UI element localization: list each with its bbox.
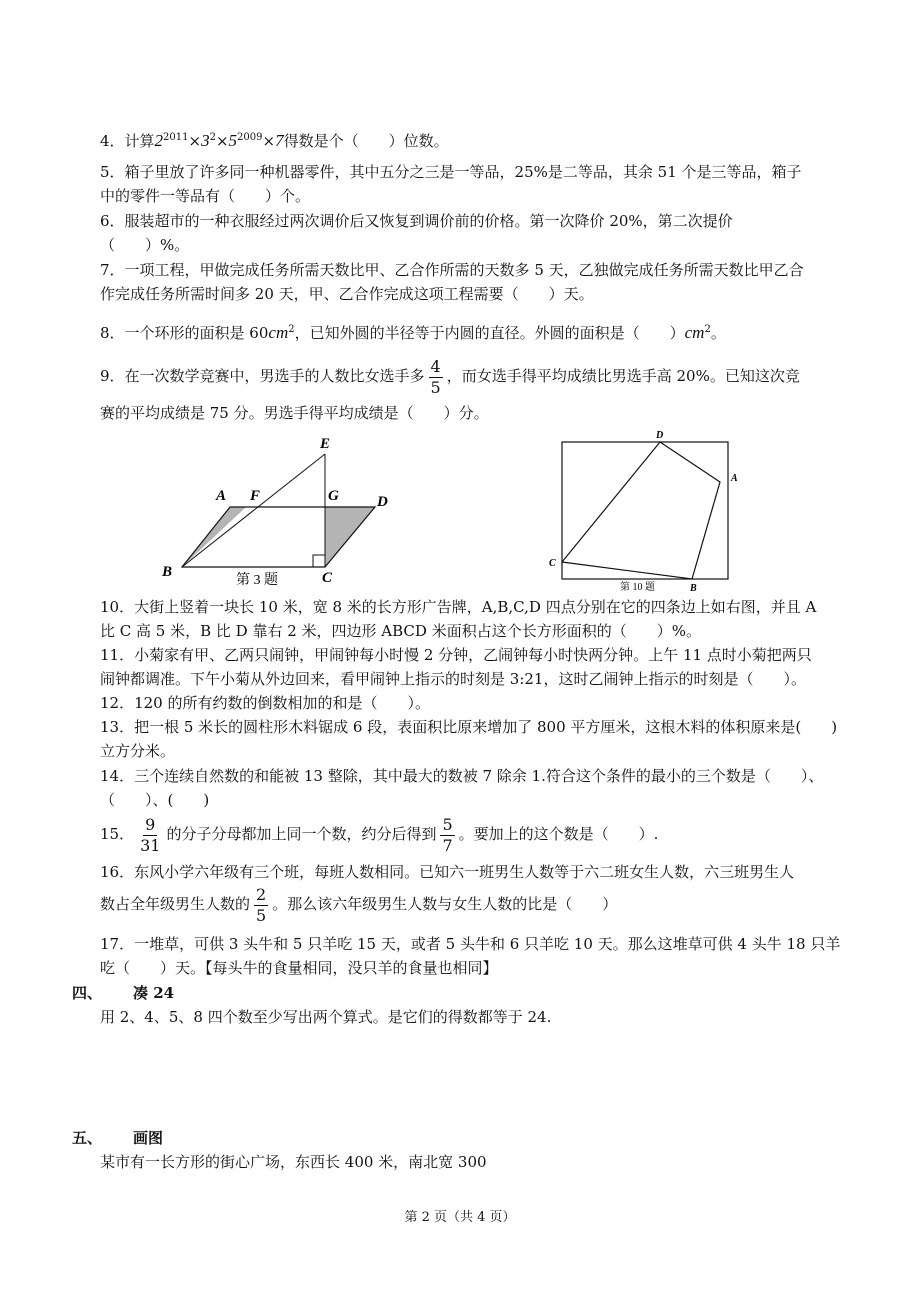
question-15: 15． $\frac{9}{31}$ 的分子分母都加上同一个数，约分后得到 $\frac{5}{7}$ 。要加上的这个数是（ ）. [100,814,659,855]
label-a: A [731,473,738,484]
question-6-line-1: 6．服装超市的一种衣服经过两次调价后又恢复到调价前的价格。第一次降价 20%，第二次提价 [100,212,733,230]
label-d: D [377,494,388,510]
question-16-line-2: 数占全年级男生人数的 $\frac{2}{5}$ 。那么该六年级男生人数与女生人数的比是（ ） [100,884,618,925]
question-10-line-1: 10．大街上竖着一块长 10 米，宽 8 米的长方形广告牌，A,B,C,D 四点分别在它的四条边上如右图，并且 A [100,598,817,616]
question-17-line-2: 吃（ ）天。【每头牛的食量相同，没只羊的食量也相同】 [100,959,498,977]
question-12: 12．120 的所有约数的倒数相加的和是（ ）。 [100,694,430,712]
figure-3-caption: 第 3 题 [236,573,278,588]
question-9-line-2: 赛的平均成绩是 75 分。男选手得平均成绩是（ ）分。 [100,404,489,422]
question-4: 4．计算$2^{2011}\times 3^2\times 5^{2009}\times 7$得数是个（ ）位数。 [100,131,449,150]
label-c: C [322,570,333,586]
section-5-title: 画图 [133,1129,164,1147]
question-5-line-1: 5．箱子里放了许多同一种机器零件，其中五分之三是一等品，25%是二等品，其余 51 个是三等品，箱子 [100,163,802,181]
figure-3-parallelogram [150,432,400,592]
section-4-body: 用 2、4、5、8 四个数至少写出两个算式。是它们的得数都等于 24. [100,1008,552,1026]
page-footer: 第 2 页（共 4 页） [404,1210,516,1225]
question-11-line-1: 11．小菊家有甲、乙两只闹钟，甲闹钟每小时慢 2 分钟，乙闹钟每小时快两分钟。上午 11 点时小菊把两只 [100,646,812,664]
question-13-line-2: 立方分米。 [100,742,176,760]
fraction-nine-thirty-firsts: $\frac{9}{31}$ [140,814,161,855]
label-b: B [162,564,173,580]
question-5-line-2: 中的零件一等品有（ ）个。 [100,187,311,205]
question-7-line-1: 7．一项工程，甲做完成任务所需天数比甲、乙合作所需的天数多 5 天，乙独做完成任务所需天数比甲乙合 [100,261,804,279]
fraction-two-fifths: $\frac{2}{5}$ [256,884,267,925]
question-17-line-1: 17．一堆草，可供 3 头牛和 5 只羊吃 15 天，或者 5 头牛和 6 只羊吃 10 天。那么这堆草可供 4 头牛 18 只羊 [100,935,841,953]
label-f: F [250,488,261,504]
label-b: B [690,583,697,594]
question-10-line-2: 比 C 高 5 米，B 比 D 靠右 2 米，四边形 ABCD 米面积占这个长方形面积的（ ）%。 [100,622,701,640]
section-5-body: 某市有一长方形的街心广场，东西长 400 米，南北宽 300 [100,1153,487,1171]
question-11-line-2: 闹钟都调准。下午小菊从外边回来，看甲闹钟上指示的时刻是 3:21，这时乙闹钟上指示的时刻是（ ）。 [100,670,806,688]
question-13-line-1: 13．把一根 5 米长的圆柱形木料锯成 6 段，表面积比原来增加了 800 平方厘米，这根木料的体积原来是( ) [100,718,838,736]
figure-10-caption: 第 10 题 [620,582,655,593]
label-g: G [328,488,339,504]
question-14-line-2: （ ）、( ) [100,791,210,809]
question-7-line-2: 作完成任务所需时间多 20 天，甲、乙合作完成这项工程需要（ ）天。 [100,285,594,303]
question-8: 8．一个环形的面积是 $60cm^2$，已知外圆的半径等于内圆的直径。外圆的面积是（ ）$cm^2$。 [100,323,726,342]
label-a: A [216,488,227,504]
question-16-line-1: 16．东风小学六年级有三个班，每班人数相同。已知六一班男生人数等于六二班女生人数，六三班男生人 [100,863,795,881]
label-d: D [656,430,664,441]
fraction-five-sevenths: $\frac{5}{7}$ [442,814,453,855]
label-e: E [320,436,331,452]
section-4-number: 四、 [72,984,103,1002]
figure-10-rectangle [542,428,752,596]
section-4-title: 凑 24 [133,984,175,1002]
question-14-line-1: 14．三个连续自然数的和能被 13 整除，其中最大的数被 7 除余 1.符合这个条件的最小的三个数是（ ）、 [100,767,824,785]
fraction-four-fifths: $\frac{4}{5}$ [430,356,441,397]
question-9-line-1: 9．在一次数学竞赛中，男选手的人数比女选手多 $\frac{4}{5}$ ，而女选手得平均成绩比男选手高 20%。已知这次竞 [100,356,800,397]
label-c: C [549,558,556,569]
question-6-line-2: （ ）%。 [100,236,190,254]
section-5-number: 五、 [72,1129,103,1147]
